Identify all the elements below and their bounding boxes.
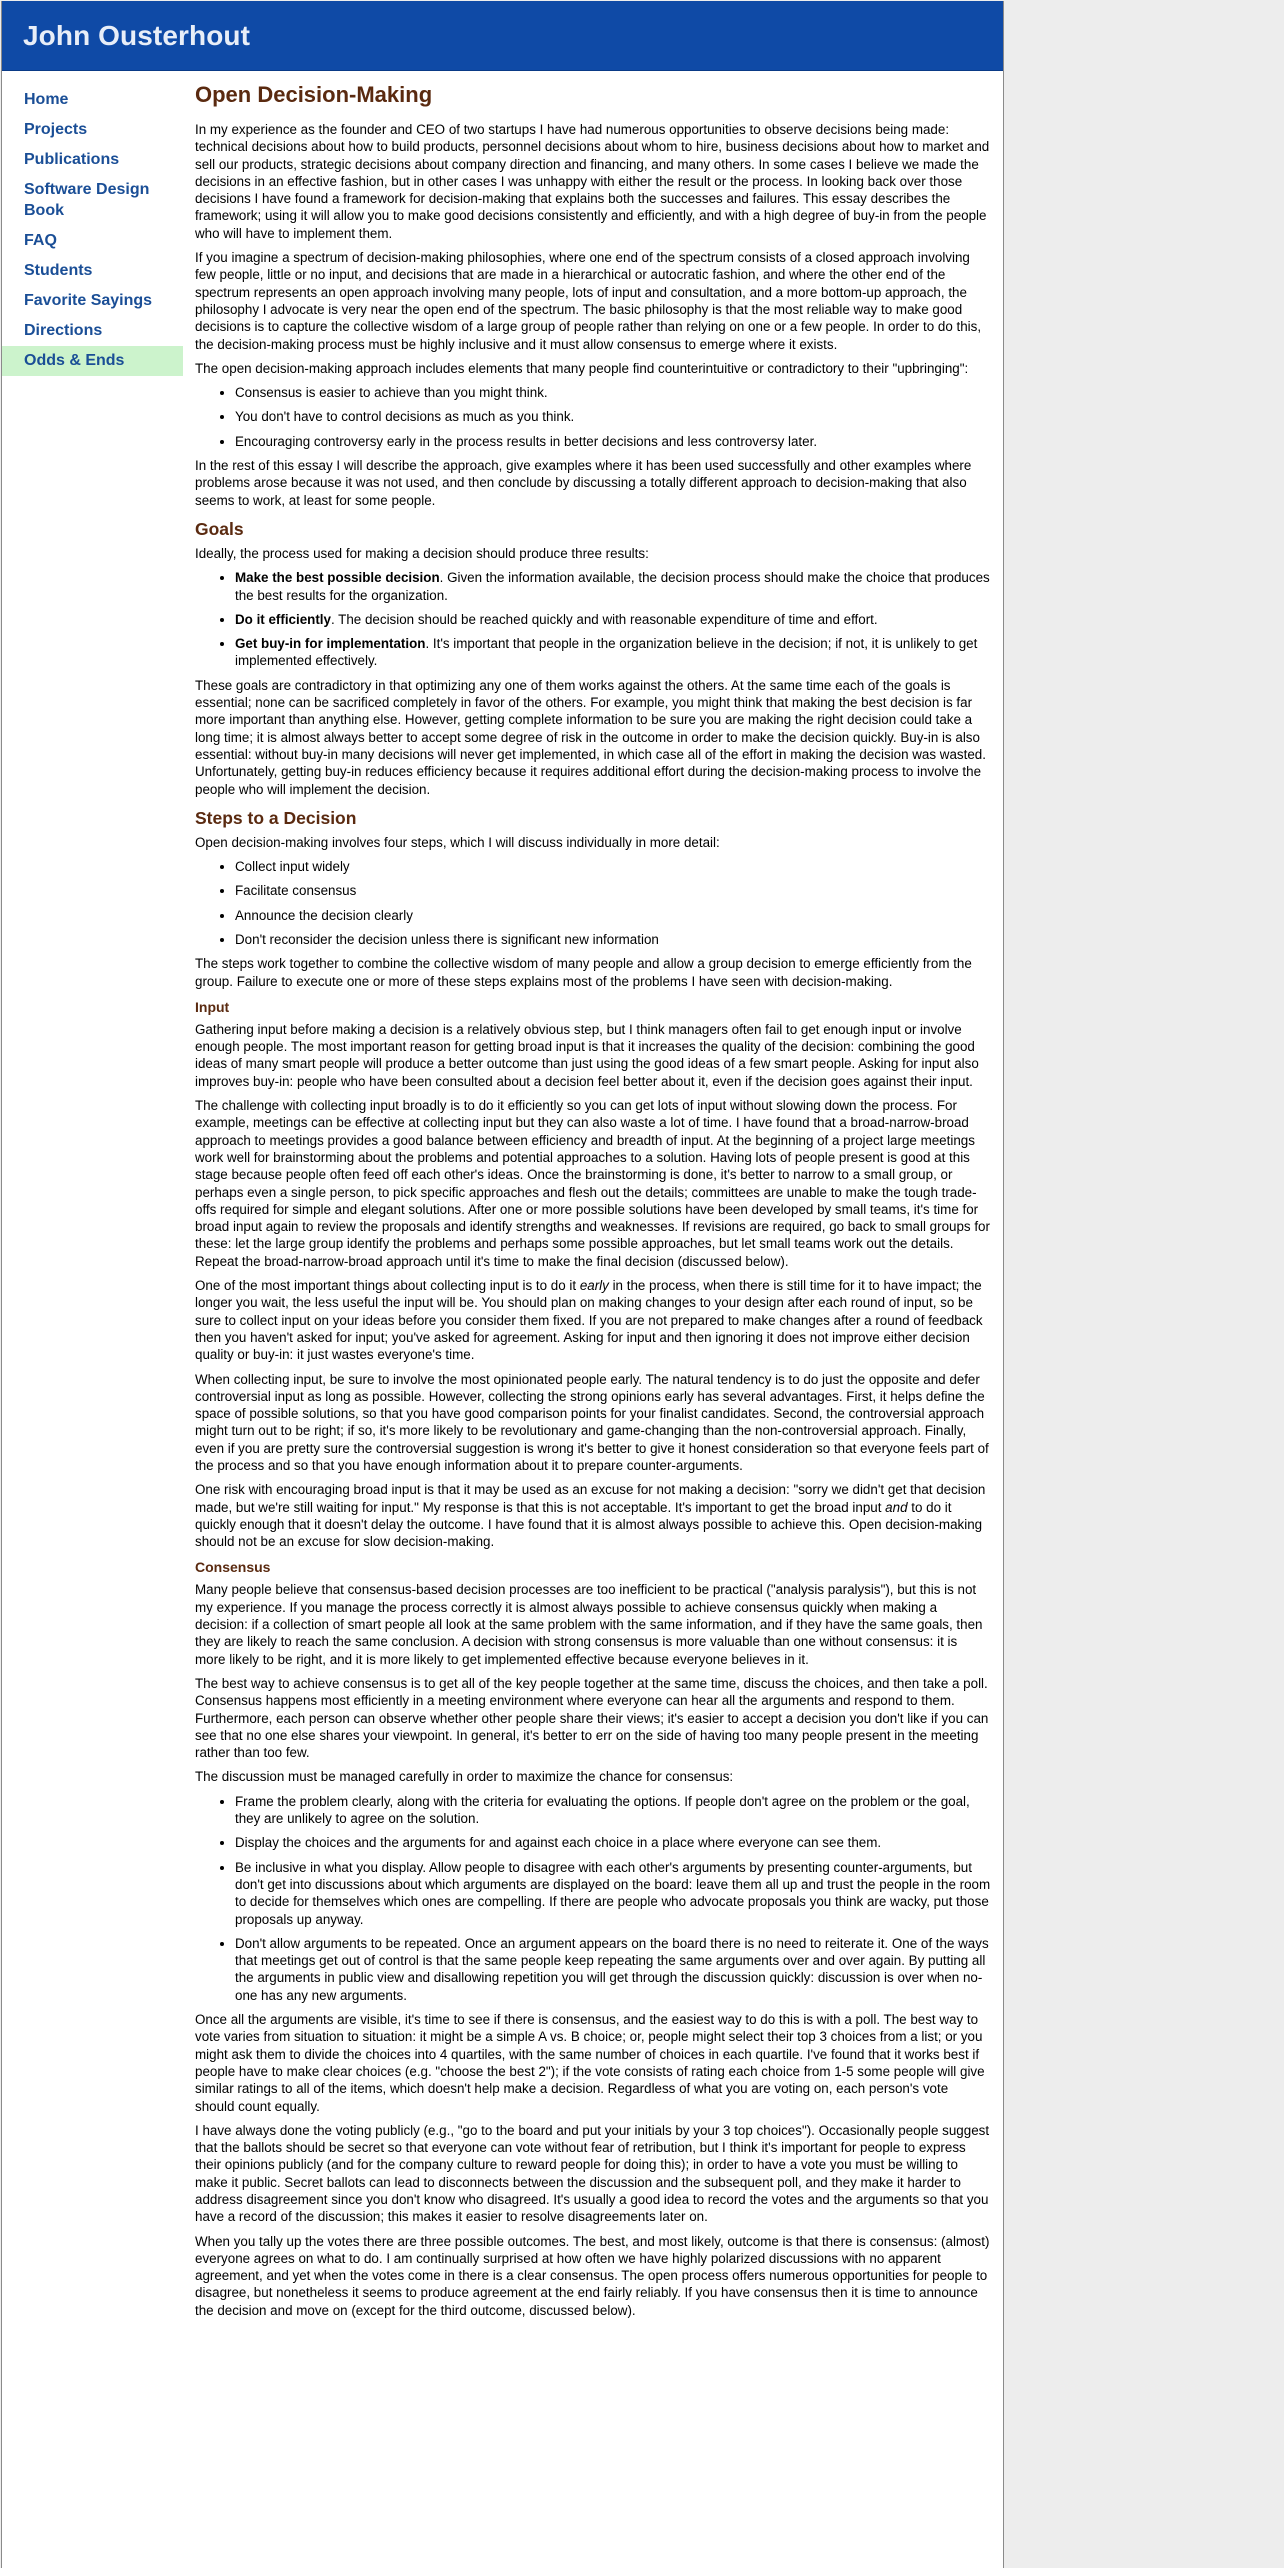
discussion-rules-list — [195, 1793, 991, 2004]
list-item — [235, 569, 991, 604]
paragraph: Open decision-making involves four steps, which I will discuss individually in more detail: — [195, 834, 720, 850]
paragraph: In the rest of this essay I will describe the approach, give examples where it has been used successfully and other examples where problems arose because it was not used, and then conclude by discussing a totally different approach to decision-making that also seems to work, at least for some people. — [195, 458, 972, 508]
goal-term: Do it efficiently — [235, 611, 331, 627]
paragraph: The discussion must be managed carefully in order to maximize the chance for consensus: — [195, 1769, 734, 1785]
list-item: • Consensus is easier to achieve than you might think. — [235, 384, 991, 401]
list-item: • Announce the decision clearly — [235, 907, 991, 924]
nav-item-software-design-book[interactable]: Software Design Book — [24, 181, 150, 219]
counterintuitive-list — [195, 384, 991, 450]
paragraph: The steps work together to combine the collective wisdom of many people and allow a group decision to emerge efficiently from the group. Failure to execute one or more of these steps explains most of the problems I have seen with decision-making. — [195, 956, 972, 989]
nav-item-students[interactable]: Students — [24, 262, 93, 279]
nav-item-favorite-sayings[interactable]: Favorite Sayings — [24, 292, 153, 309]
list-item — [235, 611, 991, 628]
list-item: • Display the choices and the arguments for and against each choice in a place where everyone can see them. — [235, 1834, 991, 1851]
nav-item-odds-and-ends[interactable]: Odds & Ends — [2, 346, 183, 376]
paragraph — [195, 1481, 991, 1550]
site-title[interactable]: John Ousterhout — [23, 20, 251, 51]
list-item: • Don't reconsider the decision unless there is significant new information — [235, 931, 991, 948]
paragraph: These goals are contradictory in that optimizing any one of them works against the others. At the same time each of the goals is essential; none can be sacrificed completely in favor of the others. For example, you might think that making the best decision is far more important than anything else. However, getting complete information to be sure you are making the right decision could take a long time; it is almost always better to accept some degree of risk in the outcome in order to make the decision quickly. Buy-in is also essential: without buy-in many decisions will never get implemented, in which case all of the effort in making the decision was wasted. Unfortunately, getting buy-in reduces efficiency because it requires additional effort during the decision-making process to involve the people who will implement the decision. — [195, 677, 986, 797]
list-item: • Frame the problem clearly, along with the criteria for evaluating the options. If people don't agree on the problem or the goal, they are unlikely to agree on the solution. — [235, 1793, 991, 1828]
paragraph: In my experience as the founder and CEO of two startups I have had numerous opportunities to observe decisions being made: technical decisions about how to build products, personnel decisions about whom to hire, business decisions about how to market and sell our products, strategic decisions about company direction and financing, and many others. In some cases I believe we made the decisions in an effective fashion, but in other cases I was unhappy with either the result or the process. In looking back over those decisions I have found a framework for decision-making that explains both the successes and failures. This essay describes the framework; using it will allow you to make good decisions consistently and efficiently, and with a high degree of buy-in from the people who will have to implement them. — [195, 122, 990, 241]
paragraph: The best way to achieve consensus is to get all of the key people together at the same time, discuss the choices, and then take a poll. Consensus happens most efficiently in a meeting environment where everyone can hear all the arguments and respond to them. Furthermore, each person can observe whether other people share their views; it's easier to accept a decision you don't like if you can see that no one else shares your viewpoint. In general, it's better to err on the side of having too many people present in the meeting rather than too few. — [195, 1675, 989, 1761]
list-item: • Don't allow arguments to be repeated. Once an argument appears on the board there is no need to reiterate it. One of the ways that meetings get out of control is that the same people keep repeating the same arguments over and over again. By putting all the arguments in public view and disallowing repetition you will get through the discussion quickly: discussion is over when no-one has any new arguments. — [235, 1935, 991, 2004]
paragraph: The challenge with collecting input broadly is to do it efficiently so you can get lots of input without slowing down the process. For example, meetings can be effective at collecting input but they can also waste a lot of time. I have found that a broad-narrow-broad approach to meetings provides a good balance between efficiency and breadth of input. At the beginning of a project large meetings work well for brainstorming about the problems and potential approaches to a solution. Having lots of people present is good at this stage because people often feed off each other's ideas. Once the brainstorming is done, it's better to narrow to a small group, or perhaps even a single person, to pick specific approaches and flesh out the details; committees are unable to make the tough trade-offs required for simple and elegant solutions. After one or more possible solutions have been developed by small teams, it's time for broad input again to review the proposals and identify strengths and weaknesses. If revisions are required, go back to small groups for these: let the large group identify the problems and perhaps some possible approaches, but let small teams work out the details. Repeat the broad-narrow-broad approach until it's time to make the final decision (discussed below). — [195, 1098, 990, 1269]
paragraph: Many people believe that consensus-based decision processes are too inefficient to be practical ("analysis paralysis"), but this is not my experience. If you manage the process correctly it is almost always possible to achieve consensus quickly when making a decision: if a collection of smart people all look at the same problem with the same information, and if they have the same goals, then they are likely to reach the same conclusion. A decision with strong consensus is more valuable than one without consensus: it is more likely to be right, and it is more likely to get implemented effective because everyone believes in it. — [195, 1582, 983, 1667]
emphasis-text: and — [885, 1499, 908, 1515]
paragraph: When collecting input, be sure to involve the most opinionated people early. The natural tendency is to do just the opposite and defer controversial input as long as possible. However, collecting the strong opinions early has several advantages. First, it helps define the space of possible solutions, so that you have good comparison points for your finalist candidates. Second, the controversial approach might turn out to be right; if so, it's more likely to be revolutionary and game-changing than the non-controversial approach. Finally, even if you are pretty sure the controversial suggestion is wrong it's better to give it honest consideration so that everyone feels part of the process and so that you have enough information about it to prepare counter-arguments. — [195, 1371, 989, 1473]
nav-item-projects[interactable]: Projects — [24, 121, 88, 138]
list-item: • Facilitate consensus — [235, 882, 991, 899]
section-heading-goals: Goals — [195, 518, 244, 539]
list-item — [235, 635, 991, 670]
list-item: • Collect input widely — [235, 858, 991, 875]
goal-term: Get buy-in for implementation — [235, 636, 426, 652]
page-title: Open Decision-Making — [195, 82, 433, 107]
goal-text: . Given the information available, the decision process should make the choice that produces the best results for the organization. — [235, 570, 990, 603]
paragraph — [195, 1277, 991, 1363]
text-run: in the process, when there is still time for it to have impact; the longer you wait, the less useful the input will be. You should plan on making changes to your design after each round of input, so be sure to collect input on your ideas before you consider them fixed. If you are not prepared to make changes after a round of feedback then you haven't asked for input; you've asked for agreement. Asking for input and then ignoring it does not improve either decision quality or buy-in: it just wastes everyone's time. — [195, 1278, 983, 1363]
paragraph: Once all the arguments are visible, it's time to see if there is consensus, and the easiest way to do this is with a poll. The best way to vote varies from situation to situation: it might be a simple A vs. B choice; or, people might select their top 3 choices from a list; or you might ask them to divide the choices into 4 quartiles, with the same number of choices in each quartile. I've found that it works best if people have to make clear choices (e.g. "choose the best 2"); if the vote consists of rating each choice from 1-5 some people will give similar ratings to all of the items, which doesn't help make a decision. Regardless of what you are voting on, each person's vote should count equally. — [195, 2012, 985, 2114]
paragraph: Ideally, the process used for making a decision should produce three results: — [195, 545, 649, 561]
page — [1, 1, 1004, 2568]
subsection-heading-consensus: Consensus — [195, 1559, 271, 1576]
paragraph: If you imagine a spectrum of decision-making philosophies, where one end of the spectrum consists of a closed approach involving few people, little or no input, and decisions that are made in a hierarchical or autocratic fashion, and where the other end of the spectrum represents an open approach involving many people, lots of input and consultation, and a more bottom-up approach, the philosophy I advocate is very near the open end of the spectrum. The basic philosophy is that the most reliable way to make good decisions is to capture the collective wisdom of a large group of people rather than relying on one or a few people. In order to do this, the decision-making process must be highly inclusive and it must allow consensus to emerge where it exists. — [195, 250, 982, 352]
article — [195, 78, 991, 2326]
steps-list — [195, 858, 991, 948]
goal-term: Make the best possible decision — [235, 570, 440, 586]
subsection-heading-input: Input — [195, 998, 230, 1015]
nav-item-directions[interactable]: Directions — [24, 322, 103, 339]
emphasis-text: early — [579, 1278, 609, 1294]
text-run: One risk with encouraging broad input is that it may be used as an excuse for not making a decision: "sorry we didn't get that decision made, but we're still waiting for input." My response is that this is not acceptable. It's important to get the broad input — [195, 1482, 986, 1515]
nav-item-publications[interactable]: Publications — [24, 151, 120, 168]
goals-list — [195, 569, 991, 669]
paragraph: The open decision-making approach includes elements that many people find counterintuitive or contradictory to their "upbringing": — [195, 360, 969, 376]
paragraph: When you tally up the votes there are three possible outcomes. The best, and most likely, outcome is that there is consensus: (almost) everyone agrees on what to do. I am continually surprised at how often we have highly polarized discussions with no apparent agreement, and yet when the votes come in there is a clear consensus. The open process offers numerous opportunities for people to disagree, but nonetheless it seems to produce agreement at the end fairly reliably. If you have consensus then it is time to announce the decision and move on (except for the third outcome, discussed below). — [195, 2233, 990, 2318]
nav-item-home[interactable]: Home — [24, 91, 69, 108]
sidebar-nav — [2, 85, 183, 376]
site-header — [2, 1, 1003, 71]
list-item: • Encouraging controversy early in the process results in better decisions and less controversy later. — [235, 433, 991, 450]
list-item: • You don't have to control decisions as much as you think. — [235, 408, 991, 425]
goal-text: . It's important that people in the organization believe in the decision; if not, it is unlikely to get implemented effectively. — [235, 636, 978, 669]
paragraph: Gathering input before making a decision is a relatively obvious step, but I think managers often fail to get enough input or involve enough people. The most important reason for getting broad input is that it increases the quality of the decision: combining the good ideas of many smart people will produce a better outcome than just using the good ideas of a few smart people. Asking for input also improves buy-in: people who have been consulted about a decision feel better about it, even if the decision goes against their input. — [195, 1021, 979, 1089]
section-heading-steps: Steps to a Decision — [195, 807, 357, 828]
nav-item-faq[interactable]: FAQ — [24, 232, 57, 249]
paragraph: I have always done the voting publicly (e.g., "go to the board and put your initials by your 3 top choices"). Occasionally people suggest that the ballots should be secret so that everyone can vote without fear of retribution, but I think it's important for people to express their opinions publicly (and for the company culture to reward people for doing this); in order to have a vote you must be willing to make it public. Secret ballots can lead to disconnects between the discussion and the subsequent poll, and they make it harder to address disagreement since you don't know who disagreed. It's usually a good idea to record the votes and the arguments so that you have a record of the discussion; this makes it easier to resolve disagreements later on. — [195, 2122, 990, 2225]
list-item: • Be inclusive in what you display. Allow people to disagree with each other's arguments by presenting counter-arguments, but don't get into discussions about which arguments are displayed on the board: leave them all up and trust the people in the room to decide for themselves which ones are compelling. If there are people who advocate proposals you think are wacky, put those proposals up anyway. — [235, 1859, 991, 1928]
goal-text: . The decision should be reached quickly and with reasonable expenditure of time and effort. — [330, 611, 878, 627]
text-run: to do it quickly enough that it doesn't delay the outcome. I have found that it is almost always possible to achieve this. Open decision-making should not be an excuse for slow decision-making. — [195, 1499, 983, 1550]
text-run: One of the most important things about collecting input is to do it — [195, 1278, 580, 1294]
